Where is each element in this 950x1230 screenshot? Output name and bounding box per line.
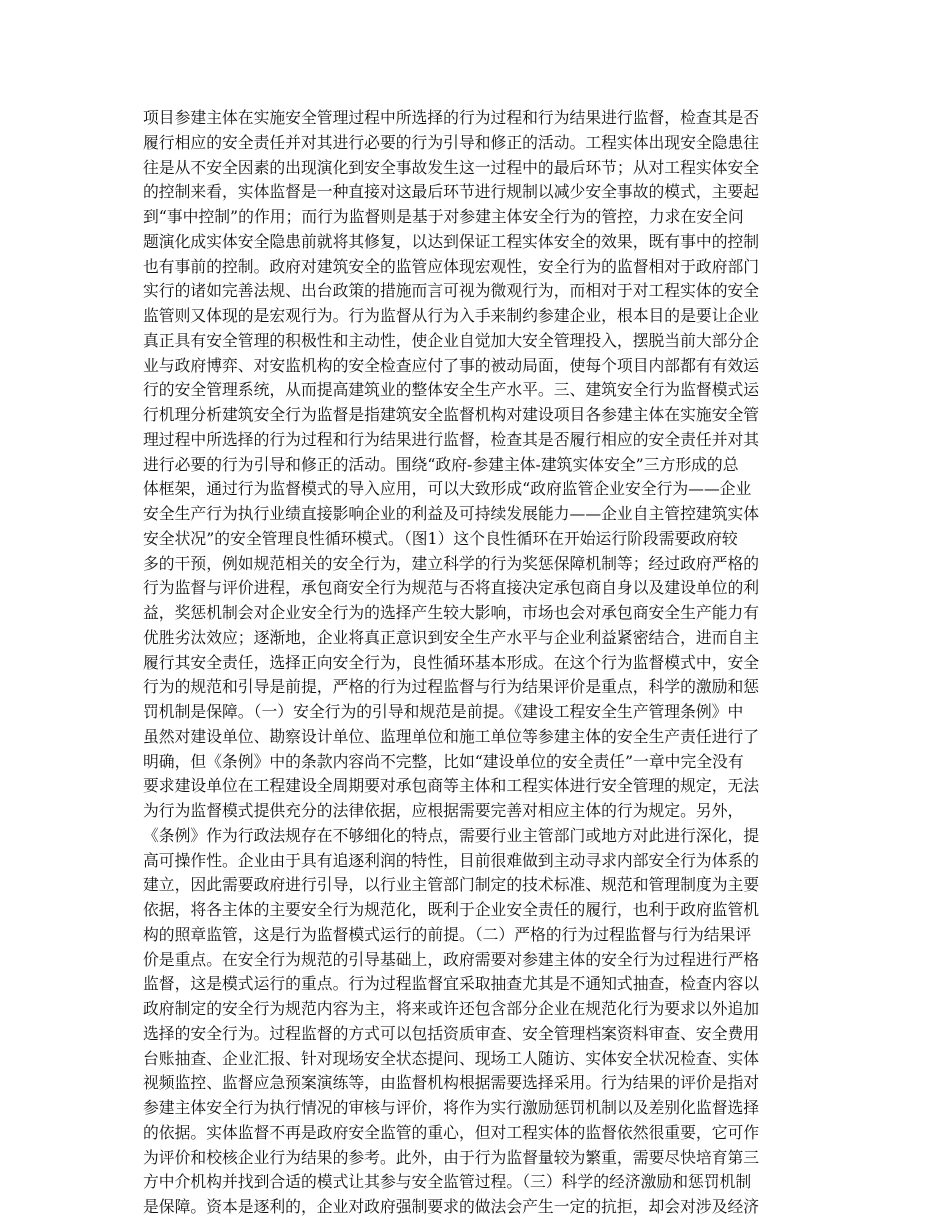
- text-line: 是保障。资本是逐利的，企业对政府强制要求的做法会产生一定的抗拒，却会对涉及经济: [143, 1197, 760, 1216]
- text-line: 的控制来看，实体监督是一种直接对这最后环节进行规制以减少安全事故的模式，主要起: [143, 182, 760, 202]
- text-line: 监管则又体现的是宏观行为。行为监督从行为入手来制约参建企业，根本目的是要让企业: [143, 306, 760, 325]
- text-line: 方中介机构并找到合适的模式让其参与安全监管过程。（三）科学的经济激励和惩罚机制: [143, 1172, 752, 1192]
- text-line: 视频监控、监督应急预案演练等，由监督机构根据需要选择采用。行为结果的评价是指对: [143, 1073, 760, 1093]
- text-line: 项目参建主体在实施安全管理过程中所选择的行为过程和行为结果进行监督，检查其是否: [143, 108, 760, 127]
- text-line: 安全状况”的安全管理良性循环模式。（图1）这个良性循环在开始运行阶段需要政府较: [143, 528, 738, 548]
- text-line: 选择的安全行为。过程监督的方式可以包括资质审查、安全管理档案资料审查、安全费用: [143, 1023, 760, 1043]
- text-line: 高可操作性。企业由于具有追逐利润的特性，目前很难做到主动寻求内部安全行为体系的: [143, 850, 760, 870]
- text-line: 往是从不安全因素的出现演化到安全事故发生这一过程中的最后环节；从对工程实体安全: [143, 157, 760, 177]
- text-line: 为评价和校核企业行为结果的参考。此外，由于行为监督量较为繁重，需要尽快培育第三: [143, 1147, 760, 1167]
- text-line: 行为监督与评价进程，承包商安全行为规范与否将直接决定承包商自身以及建设单位的利: [143, 578, 760, 598]
- text-line: 业与政府博弈、对安监机构的安全检查应付了事的被动局面，使每个项目内部都有有效运: [143, 355, 760, 375]
- text-line: 构的照章监管，这是行为监督模式运行的前提。（二）严格的行为过程监督与行为结果评: [143, 924, 752, 944]
- text-line: 多的干预，例如规范相关的安全行为，建立科学的行为奖惩保障机制等；经过政府严格的: [143, 553, 760, 573]
- text-line: 行的安全管理系统，从而提高建筑业的整体安全生产水平。三、建筑安全行为监督模式运: [143, 380, 760, 400]
- text-line: 参建主体安全行为执行情况的审核与评价，将作为实行激励惩罚机制以及差别化监督选择: [143, 1098, 760, 1117]
- text-line: 为行为监督模式提供充分的法律依据，应根据需要完善对相应主体的行为规定。另外，: [143, 801, 744, 820]
- text-line: 台账抽查、企业汇报、针对现场安全状态提问、现场工人随访、实体安全状况检查、实体: [143, 1048, 760, 1068]
- text-line: 虽然对建设单位、勘察设计单位、监理单位和施工单位等参建主体的安全生产责任进行了: [143, 726, 760, 746]
- text-line: 《条例》作为行政法规存在不够细化的特点，需要行业主管部门或地方对此进行深化，提: [143, 825, 760, 845]
- text-line: 行机理分析建筑安全行为监督是指建筑安全监督机构对建设项目各参建主体在实施安全管: [143, 405, 760, 424]
- text-line: 的依据。实体监督不再是政府安全监管的重心，但对工程实体的监督依然很重要，它可作: [143, 1122, 760, 1142]
- text-line: 题演化成实体安全隐患前就将其修复，以达到保证工程实体安全的效果，既有事中的控制: [143, 231, 760, 251]
- text-line: 实行的诸如完善法规、出台政策的措施而言可视为微观行为，而相对于对工程实体的安全: [143, 281, 760, 301]
- text-line: 罚机制是保障。（一）安全行为的引导和规范是前提。《建设工程安全生产管理条例》中: [143, 702, 744, 721]
- text-line: 要求建设单位在工程建设全周期要对承包商等主体和工程实体进行安全管理的规定，无法: [143, 776, 760, 796]
- text-line: 益，奖惩机制会对企业安全行为的选择产生较大影响，市场也会对承包商安全生产能力有: [143, 603, 760, 622]
- text-line: 履行相应的安全责任并对其进行必要的行为引导和修正的活动。工程实体出现安全隐患往: [143, 132, 760, 152]
- text-line: 进行必要的行为引导和修正的活动。围绕“政府-参建主体-建筑实体安全”三方形成的总: [143, 454, 739, 474]
- text-line: 建立，因此需要政府进行引导，以行业主管部门制定的技术标准、规范和管理制度为主要: [143, 875, 760, 895]
- body-text: [143, 106, 811, 1220]
- text-line: 理过程中所选择的行为过程和行为结果进行监督，检查其是否履行相应的安全责任并对其: [143, 429, 760, 449]
- text-line: 安全生产行为执行业绩直接影响企业的利益及可持续发展能力——企业自主管控建筑实体: [143, 504, 760, 523]
- text-line: 真正具有安全管理的积极性和主动性，使企业自觉加大安全管理投入，摆脱当前大部分企: [143, 330, 760, 350]
- text-line: 行为的规范和引导是前提，严格的行为过程监督与行为结果评价是重点，科学的激励和惩: [143, 677, 760, 697]
- text-line: 也有事前的控制。政府对建筑安全的监管应体现宏观性，安全行为的监督相对于政府部门: [143, 256, 760, 276]
- text-line: 体框架，通过行为监督模式的导入应用，可以大致形成“政府监管企业安全行为——企业: [143, 479, 752, 499]
- text-line: 监督，这是模式运行的重点。行为过程监督宜采取抽查尤其是不通知式抽查，检查内容以: [143, 974, 760, 994]
- text-line: 到“事中控制”的作用；而行为监督则是基于对参建主体安全行为的管控，力求在安全问: [143, 207, 744, 226]
- text-line: 履行其安全责任，选择正向安全行为，良性循环基本形成。在这个行为监督模式中，安全: [143, 652, 760, 672]
- text-line: 政府制定的安全行为规范内容为主，将来或许还包含部分企业在规范化行为要求以外追加: [143, 999, 760, 1018]
- text-line: 价是重点。在安全行为规范的引导基础上，政府需要对参建主体的安全行为过程进行严格: [143, 949, 760, 969]
- text-line: 优胜劣汰效应；逐渐地，企业将真正意识到安全生产水平与企业利益紧密结合，进而自主: [143, 627, 760, 647]
- text-line: 明确，但《条例》中的条款内容尚不完整，比如“建设单位的安全责任”一章中完全没有: [143, 751, 744, 771]
- text-line: 依据，将各主体的主要安全行为规范化，既利于企业安全责任的履行，也利于政府监管机: [143, 900, 760, 919]
